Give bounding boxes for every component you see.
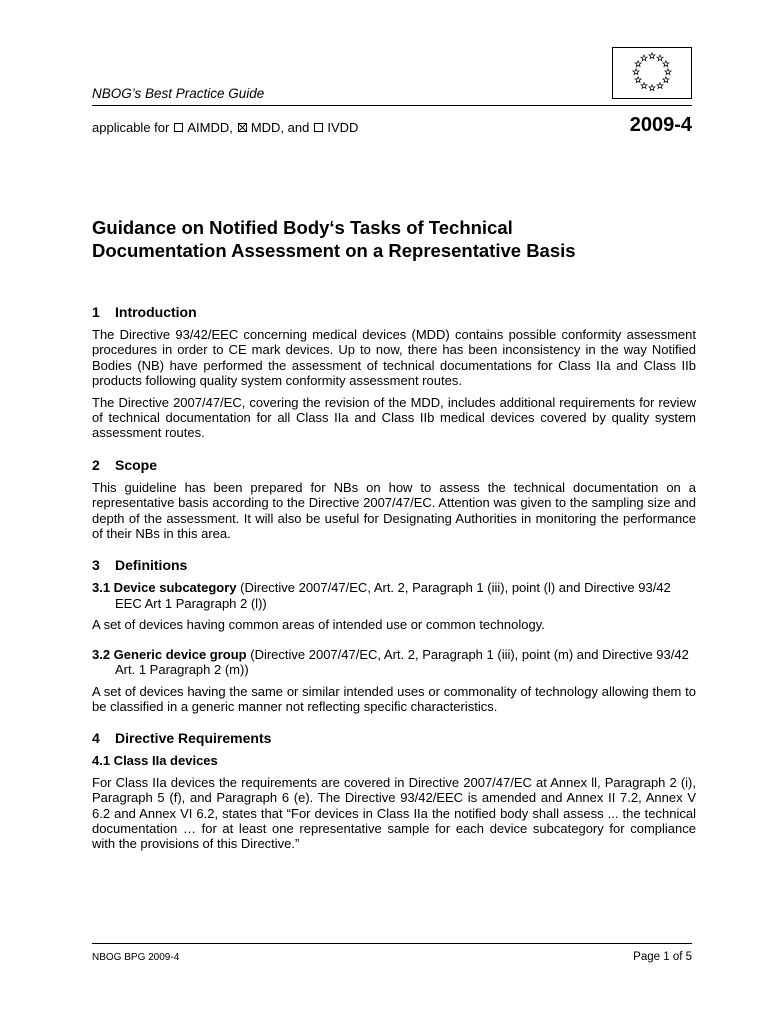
section-title: Introduction (115, 304, 197, 320)
paragraph: The Directive 2007/47/EC, covering the revision of the MDD, includes additional requirements for review of technical documentation for all Class IIa and Class IIb medical devices covered by quality system assessment routes. (92, 394, 696, 441)
section-definitions (92, 557, 696, 714)
flag-star (657, 83, 663, 89)
flag-star (663, 77, 669, 83)
definition-heading (92, 580, 696, 611)
flag-star (657, 55, 663, 61)
section-heading (92, 557, 696, 574)
definition-reference: (Directive 2007/47/EC, Art. 2, Paragraph 1 (iii), point (m) and Directive 93/42 Art. 1 Paragraph 2 (m)) (115, 646, 689, 678)
page-number: Page 1 of 5 (633, 951, 692, 963)
applicable-prefix: applicable for (92, 120, 170, 135)
definition-heading (92, 647, 696, 678)
eu-flag-icon (612, 47, 692, 99)
section-scope (92, 457, 696, 542)
paragraph: This guideline has been prepared for NBs on how to assess the technical documentation on a representative basis according to the Directive 2007/47/EC. Attention was given to the sampling size and depth of the assessment. It will also be useful for Designating Authorities in monitoring the performance of their NBs in this area. (92, 479, 696, 542)
header-divider (92, 105, 692, 106)
section-title: Definitions (115, 557, 188, 574)
title-line-1: Guidance on Notified Body‘s Tasks of Technical (92, 217, 513, 238)
flag-star (649, 85, 655, 91)
flag-star (663, 61, 669, 67)
section-number: 1 (92, 304, 100, 320)
ivdd-label: IVDD (327, 120, 359, 135)
section-heading (92, 730, 696, 747)
section-title: Directive Requirements (115, 730, 272, 747)
paragraph: For Class IIa devices the requirements are covered in Directive 2007/47/EC at Annex ll, Paragraph 2 (i), Paragraph 5 (f), and Paragraph 6 (e). The Directive 93/42/EEC is amended and Annex II 7.2, Annex V 6.2 and Annex VI 6.2, states that “For devices in Class IIa the notified body shall assess ... the technical documentation … for at least one representative sample for each device subcategory for compliance with the provisions of this Directive.” (92, 774, 696, 852)
document-number: 2009-4 (629, 114, 692, 136)
definition-reference: (Directive 2007/47/EC, Art. 2, Paragraph 1 (iii), point (l) and Directive 93/42 EEC Art 1 Paragraph 2 (l)) (115, 580, 671, 611)
definition-term: 3.2 Generic device group (92, 646, 247, 662)
section-heading (92, 457, 696, 474)
definition-term: 3.1 Device subcategory (92, 580, 237, 596)
flag-star (649, 53, 655, 59)
footer-divider (92, 943, 692, 944)
paragraph: The Directive 93/42/EEC concerning medical devices (MDD) contains possible conformity assessment procedures in order to CE mark devices. Up to now, there has been inconsistency in the way Notified Bodies (NB) have performed the assessment of technical documentations for Class IIa and Class IIb products following quality system conformity assessment routes. (92, 327, 696, 389)
ivdd-checkbox (314, 123, 323, 132)
section-number: 4 (92, 730, 100, 747)
flag-star (635, 77, 641, 83)
mdd-label: MDD, and (250, 120, 310, 135)
section-heading (92, 304, 696, 321)
definition-text: A set of devices having common areas of intended use or common technology. (92, 617, 545, 633)
subsection-heading: 4.1 Class IIa devices (92, 753, 218, 769)
title-line-2: Documentation Assessment on a Representative Basis (92, 240, 576, 261)
section-number: 3 (92, 557, 100, 574)
footer-document-reference: NBOG BPG 2009-4 (92, 952, 180, 963)
flag-star (641, 55, 647, 61)
flag-star (665, 69, 671, 75)
applicability-line (92, 120, 358, 135)
mdd-checkbox (238, 123, 247, 132)
aimdd-checkbox (174, 123, 183, 132)
flag-star (641, 83, 647, 89)
flag-star (635, 61, 641, 67)
document-body (92, 304, 696, 868)
section-introduction (92, 304, 696, 441)
section-title: Scope (115, 456, 158, 473)
document-title (92, 216, 702, 262)
guide-label: NBOG’s Best Practice Guide (92, 86, 265, 101)
section-directive-requirements (92, 730, 696, 851)
aimdd-label: AIMDD, (187, 120, 233, 135)
section-number: 2 (92, 456, 100, 473)
flag-star (633, 69, 639, 75)
definition-text: A set of devices having the same or similar intended uses or commonality of technology allowing them to be classified in a generic manner not reflecting specific characteristics. (92, 683, 696, 714)
